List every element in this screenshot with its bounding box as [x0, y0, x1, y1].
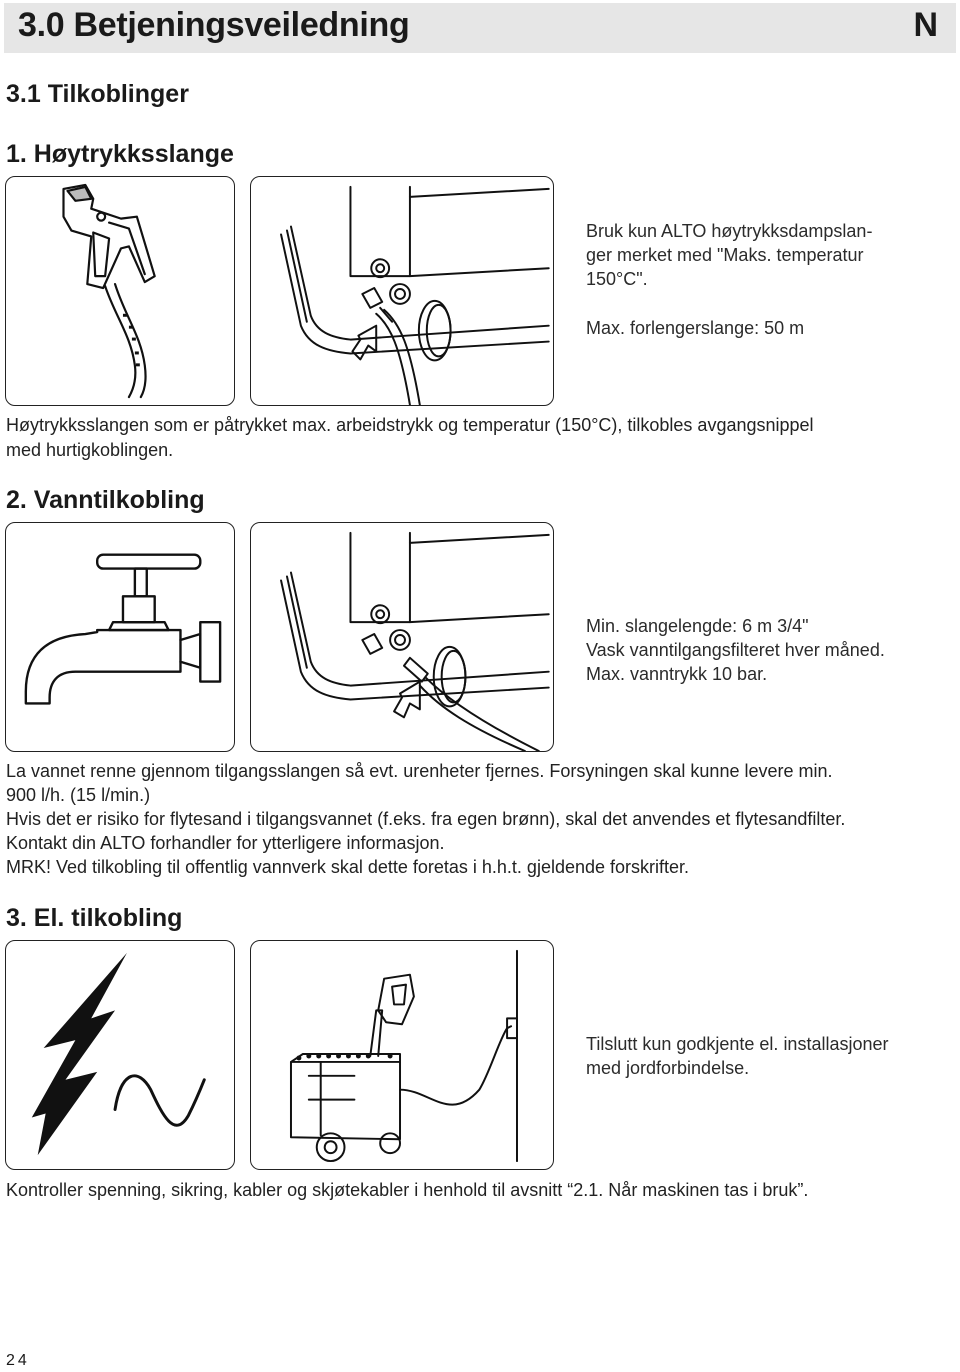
heading-vanntilkobling: 2. Vanntilkobling [6, 486, 205, 514]
note-water-2: Vask vanntilgangsfilteret hver måned. [586, 640, 885, 660]
note-hose-4: Max. forlengerslange: 50 m [586, 318, 805, 338]
note-hose-3: 150°C". [586, 269, 648, 289]
power-cord-illustration [250, 940, 554, 1170]
language-letter: N [913, 6, 938, 44]
machine-power-cord-icon [251, 941, 553, 1169]
hose-connection-illustration [250, 176, 554, 406]
body-hose-1: Høytrykksslangen som er påtrykket max. arbeidstrykk og temperatur (150°C), tilkobles avgangsnippel [6, 415, 814, 435]
body-water-1: La vannet renne gjennom tilgangsslangen så evt. urenheter fjernes. Forsyningen skal kunne levere min. [6, 761, 833, 781]
note-electric-1: Tilslutt kun godkjente el. installasjoner [586, 1034, 889, 1054]
body-electric-1: Kontroller spenning, sikring, kabler og skjøtekabler i henhold til avsnitt “2.1. Når maskinen tas i bruk”. [6, 1180, 809, 1200]
note-water-3: Max. vanntrykk 10 bar. [586, 664, 768, 684]
spray-gun-icon [6, 177, 234, 405]
machine-water-inlet-icon [251, 523, 553, 751]
body-hose-2: med hurtigkoblingen. [6, 440, 174, 460]
water-inlet-illustration [250, 522, 554, 752]
electric-illustration [5, 940, 235, 1170]
section-title: 3.1 Tilkoblinger [6, 80, 189, 108]
lightning-ac-icon [6, 941, 234, 1169]
heading-hoytrykksslange: 1. Høytrykksslange [6, 140, 234, 168]
note-electric-2: med jordforbindelse. [586, 1058, 750, 1078]
body-water-5: MRK! Ved tilkobling til offentlig vannverk skal dette foretas i h.h.t. gjeldende forskrifter. [6, 857, 690, 877]
note-hose-2: ger merket med "Maks. temperatur [586, 245, 864, 265]
body-water-4: Kontakt din ALTO forhandler for ytterligere informasjon. [6, 833, 445, 853]
page-number: 24 [6, 1352, 30, 1369]
page-title: 3.0 Betjeningsveiledning [18, 6, 410, 44]
water-tap-illustration [5, 522, 235, 752]
note-hose-1: Bruk kun ALTO høytrykksdampslan- [586, 221, 873, 241]
note-water-1: Min. slangelengde: 6 m 3/4" [586, 616, 809, 636]
spray-gun-illustration [5, 176, 235, 406]
body-water-2: 900 l/h. (15 l/min.) [6, 785, 151, 805]
water-tap-icon [6, 523, 234, 751]
body-water-3: Hvis det er risiko for flytesand i tilgangsvannet (f.eks. fra egen brønn), skal det anvendes et flytesandfilter. [6, 809, 846, 829]
heading-el-tilkobling: 3. El. tilkobling [6, 904, 183, 932]
machine-hose-connection-icon [251, 177, 553, 405]
